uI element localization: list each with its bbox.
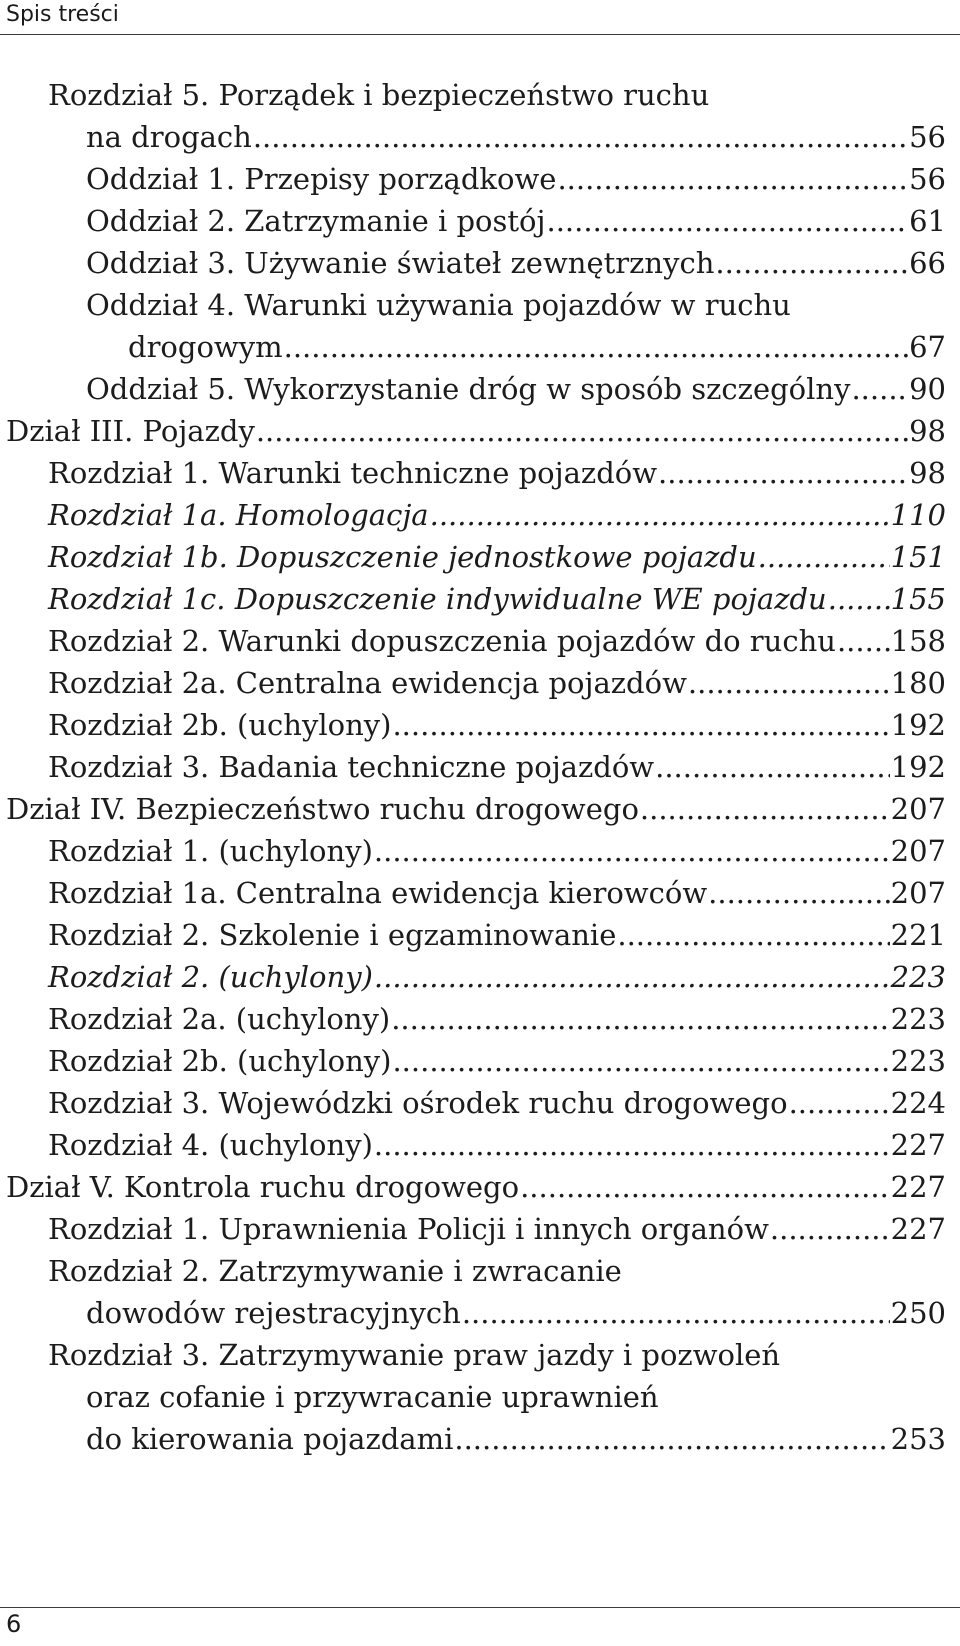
toc-entry-page: 207: [890, 792, 946, 826]
toc-entry-title: Dział V. Kontrola ruchu drogowego: [6, 1170, 520, 1204]
toc-entry-title: Rozdział 5. Porządek i bezpieczeństwo ruchu: [48, 78, 710, 112]
toc-entry[interactable]: [0, 1338, 946, 1382]
header-divider: [0, 34, 960, 35]
toc-entry-page: 158: [890, 624, 946, 658]
toc-entry-title: Oddział 3. Używanie świateł zewnętrznych: [86, 246, 715, 280]
toc-entry-page: 180: [890, 666, 946, 700]
toc-entry-page: 98: [909, 456, 946, 490]
toc-entry-page: 223: [890, 1002, 946, 1036]
toc-entry-page: 110: [890, 498, 946, 532]
toc-entry-page: 151: [890, 540, 946, 574]
toc-entry[interactable]: [0, 1044, 946, 1088]
dot-leader: [454, 1422, 889, 1458]
toc-entry-title: Rozdział 2b. (uchylony): [48, 1044, 392, 1078]
toc-entry[interactable]: [0, 1212, 946, 1256]
toc-entry-page: 253: [890, 1422, 946, 1456]
toc-entry-title: Rozdział 1a. Centralna ewidencja kierowców: [48, 876, 708, 910]
toc-entry-title: oraz cofanie i przywracanie uprawnień: [86, 1380, 659, 1414]
toc-entry-page: 98: [909, 414, 946, 448]
toc-entry[interactable]: [0, 1002, 946, 1046]
toc-entry[interactable]: [0, 876, 946, 920]
toc-entry[interactable]: [0, 1296, 946, 1340]
toc-entry-title: Rozdział 1. (uchylony): [48, 834, 373, 868]
toc-entry-page: 155: [890, 582, 946, 616]
toc-entry-title: Dział III. Pojazdy: [6, 414, 255, 448]
toc-entry-title: drogowym: [128, 330, 283, 364]
toc-entry[interactable]: [0, 666, 946, 710]
toc-entry-page: 207: [890, 876, 946, 910]
toc-entry[interactable]: [0, 456, 946, 500]
toc-entry-page: 221: [890, 918, 946, 952]
toc-entry-title: do kierowania pojazdami: [86, 1422, 454, 1456]
toc-entry-title: na drogach: [86, 120, 252, 154]
toc-entry[interactable]: [0, 1086, 946, 1130]
toc-entry-title: Rozdział 2b. (uchylony): [48, 708, 392, 742]
toc-entry-title: Rozdział 1. Warunki techniczne pojazdów: [48, 456, 658, 490]
toc-entry-page: 227: [890, 1128, 946, 1162]
toc-entry-page: 192: [890, 708, 946, 742]
toc-entry-page: 227: [890, 1212, 946, 1246]
dot-leader: [640, 792, 890, 828]
dot-leader: [688, 666, 890, 702]
toc-entry-title: Rozdział 4. (uchylony): [48, 1128, 373, 1162]
toc-entry[interactable]: [0, 246, 946, 290]
toc-entry-page: 56: [909, 120, 946, 154]
dot-leader: [708, 876, 889, 912]
toc-entry-title: Oddział 4. Warunki używania pojazdów w ruchu: [86, 288, 791, 322]
dot-leader: [789, 1086, 890, 1122]
page-number: 6: [6, 1610, 22, 1638]
toc-entry[interactable]: [0, 582, 946, 626]
toc-entry-page: 67: [909, 330, 946, 364]
toc-entry-page: 56: [909, 162, 946, 196]
dot-leader: [374, 960, 890, 996]
toc-entry-title: Rozdział 2. (uchylony): [48, 960, 373, 994]
dot-leader: [391, 1002, 889, 1038]
toc-entry[interactable]: [0, 162, 946, 206]
dot-leader: [392, 708, 889, 744]
toc-entry[interactable]: [0, 1380, 946, 1424]
toc-entry[interactable]: [0, 624, 946, 668]
toc-entry-title: Rozdział 1c. Dopuszczenie indywidualne WE pojazdu: [48, 582, 827, 616]
toc-entry-title: dowodów rejestracyjnych: [86, 1296, 461, 1330]
toc-entry-page: 223: [890, 1044, 946, 1078]
dot-leader: [715, 246, 908, 282]
dot-leader: [253, 120, 908, 156]
toc-entry[interactable]: [0, 918, 946, 962]
toc-entry-page: 227: [890, 1170, 946, 1204]
toc-entry[interactable]: [0, 498, 946, 542]
toc-entry[interactable]: [0, 834, 946, 878]
toc-entry-title: Rozdział 3. Wojewódzki ośrodek ruchu drogowego: [48, 1086, 788, 1120]
toc-entry-title: Rozdział 1. Uprawnienia Policji i innych organów: [48, 1212, 769, 1246]
dot-leader: [851, 372, 908, 408]
toc-entry-page: 224: [890, 1086, 946, 1120]
toc-entry[interactable]: [0, 540, 946, 584]
toc-entry-title: Dział IV. Bezpieczeństwo ruchu drogowego: [6, 792, 639, 826]
toc-entry[interactable]: [0, 372, 946, 416]
dot-leader: [837, 624, 890, 660]
footer-divider: [0, 1607, 960, 1608]
toc-entry[interactable]: [0, 750, 946, 794]
toc-entry-page: 90: [909, 372, 946, 406]
dot-leader: [658, 456, 908, 492]
toc-entry-title: Rozdział 3. Zatrzymywanie praw jazdy i pozwoleń: [48, 1338, 781, 1372]
toc-entry[interactable]: [0, 330, 946, 374]
dot-leader: [392, 1044, 889, 1080]
dot-leader: [547, 204, 909, 240]
toc-entry[interactable]: [0, 78, 960, 122]
dot-leader: [520, 1170, 890, 1206]
toc-entry[interactable]: [0, 1254, 946, 1298]
dot-leader: [770, 1212, 890, 1248]
section-title: Spis treści: [6, 2, 119, 27]
dot-leader: [828, 582, 890, 618]
toc-entry[interactable]: [0, 204, 946, 248]
toc-entry-page: 223: [890, 960, 946, 994]
toc-entry[interactable]: [0, 120, 946, 164]
toc-entry-title: Rozdział 1a. Homologacja: [48, 498, 429, 532]
toc-entry[interactable]: [0, 1422, 946, 1466]
toc-entry-title: Oddział 2. Zatrzymanie i postój: [86, 204, 546, 238]
page-header: [0, 0, 960, 40]
toc-entry-title: Rozdział 3. Badania techniczne pojazdów: [48, 750, 655, 784]
toc-entry-title: Oddział 1. Przepisy porządkowe: [86, 162, 557, 196]
toc-entry[interactable]: [0, 1170, 946, 1214]
toc-entry[interactable]: [0, 708, 946, 752]
dot-leader: [655, 750, 890, 786]
toc-entry-page: 66: [909, 246, 946, 280]
toc-entry[interactable]: [0, 960, 946, 1004]
toc-entry-page: 207: [890, 834, 946, 868]
toc-entry-title: Rozdział 2a. (uchylony): [48, 1002, 391, 1036]
dot-leader: [430, 498, 890, 534]
toc-entry-title: Rozdział 2. Warunki dopuszczenia pojazdów do ruchu: [48, 624, 836, 658]
dot-leader: [462, 1296, 890, 1332]
toc-entry-page: 192: [890, 750, 946, 784]
dot-leader: [284, 330, 908, 366]
dot-leader: [617, 918, 889, 954]
dot-leader: [374, 834, 890, 870]
toc-entry-title: Rozdział 2a. Centralna ewidencja pojazdów: [48, 666, 687, 700]
toc-entry-title: Rozdział 2. Szkolenie i egzaminowanie: [48, 918, 617, 952]
toc-entry[interactable]: [0, 288, 946, 332]
toc-entry-title: Oddział 5. Wykorzystanie dróg w sposób szczególny: [86, 372, 851, 406]
dot-leader: [557, 162, 908, 198]
toc-entry-page: 250: [890, 1296, 946, 1330]
toc-entry[interactable]: [0, 792, 946, 836]
toc-entry-title: Rozdział 1b. Dopuszczenie jednostkowe pojazdu: [48, 540, 757, 574]
toc-entry-page: 61: [909, 204, 946, 238]
toc-entry[interactable]: [0, 414, 946, 458]
dot-leader: [758, 540, 890, 576]
dot-leader: [374, 1128, 890, 1164]
toc-entry[interactable]: [0, 1128, 946, 1172]
dot-leader: [256, 414, 908, 450]
toc-entry-title: Rozdział 2. Zatrzymywanie i zwracanie: [48, 1254, 622, 1288]
